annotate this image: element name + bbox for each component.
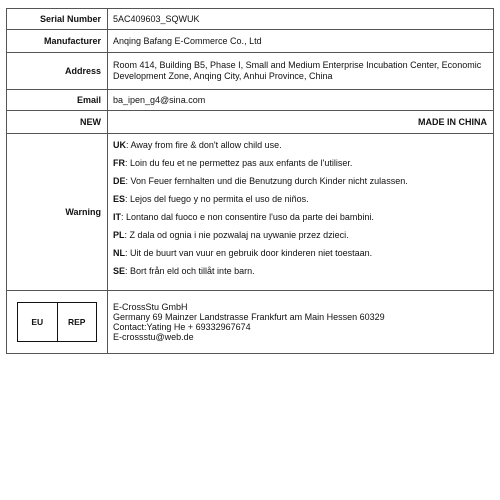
serial-number-label: Serial Number xyxy=(7,9,108,30)
manufacturer-value: Anqing Bafang E-Commerce Co., Ltd xyxy=(108,30,494,53)
eu-rep-company: E-CrossStu GmbH xyxy=(113,302,188,312)
warning-list xyxy=(113,134,488,290)
made-in-value: MADE IN CHINA xyxy=(108,111,494,134)
rep-symbol-text: REP xyxy=(57,303,97,341)
warning-line-pl xyxy=(113,230,488,248)
warning-row xyxy=(7,134,494,291)
warning-code: UK xyxy=(113,140,126,150)
warning-line-de xyxy=(113,176,488,194)
serial-number-value: 5AC409603_SQWUK xyxy=(108,9,494,30)
new-row xyxy=(7,111,494,134)
warning-code: PL xyxy=(113,230,125,240)
warning-line-fr xyxy=(113,158,488,176)
warning-text: : Von Feuer fernhalten und die Benutzung durch Kinder nicht zulassen. xyxy=(125,176,408,186)
manufacturer-label: Manufacturer xyxy=(7,30,108,53)
warning-line-nl xyxy=(113,248,488,266)
eu-rep-contact: Contact:Yating He + 69332967674 xyxy=(113,322,251,332)
warning-text: : Z dala od ognia i nie pozwalaj na uywanie przez dzieci. xyxy=(124,230,349,240)
eu-rep-frame xyxy=(17,302,97,342)
new-label: NEW xyxy=(7,111,108,134)
warning-code: DE xyxy=(113,176,126,186)
email-row xyxy=(7,90,494,111)
warning-code: SE xyxy=(113,266,126,276)
eu-rep-email: E-crossstu@web.de xyxy=(113,332,194,342)
warning-text: : Uit de buurt van vuur en gebruik door kinderen niet toestaan. xyxy=(125,248,373,258)
product-info-table xyxy=(6,8,494,354)
warning-line-es xyxy=(113,194,488,212)
address-value: Room 414, Building B5, Phase I, Small and Medium Enterprise Incubation Center, Economic Development Zone, Anqing City, Anhui Province, China xyxy=(108,53,494,90)
eu-rep-symbol-cell xyxy=(7,291,108,354)
warning-code: FR xyxy=(113,158,125,168)
warning-code: ES xyxy=(113,194,126,204)
warning-line-se xyxy=(113,266,488,284)
warning-text: : Bort från eld och tillåt inte barn. xyxy=(125,266,255,276)
warning-line-uk xyxy=(113,140,488,158)
serial-number-row xyxy=(7,9,494,30)
warning-line-it xyxy=(113,212,488,230)
eu-rep-row xyxy=(7,291,494,354)
address-label: Address xyxy=(7,53,108,90)
eu-rep-details-cell xyxy=(108,291,494,354)
manufacturer-row xyxy=(7,30,494,53)
warning-label: Warning xyxy=(7,134,108,291)
eu-rep-symbol xyxy=(7,291,107,353)
warning-text: : Loin du feu et ne permettez pas aux enfants de l'utiliser. xyxy=(125,158,353,168)
eu-rep-details xyxy=(113,302,488,342)
eu-symbol-text: EU xyxy=(31,316,44,327)
warning-list-cell xyxy=(108,134,494,291)
warning-text: : Lontano dal fuoco e non consentire l'uso da parte dei bambini. xyxy=(121,212,374,222)
email-value: ba_ipen_g4@sina.com xyxy=(108,90,494,111)
address-row xyxy=(7,53,494,90)
email-label: Email xyxy=(7,90,108,111)
warning-text: : Lejos del fuego y no permita el uso de niños. xyxy=(125,194,309,204)
warning-code: NL xyxy=(113,248,125,258)
eu-rep-address: Germany 69 Mainzer Landstrasse Frankfurt am Main Hessen 60329 xyxy=(113,312,385,322)
warning-text: : Away from fire & don't allow child use. xyxy=(126,140,282,150)
warning-code: IT xyxy=(113,212,121,222)
